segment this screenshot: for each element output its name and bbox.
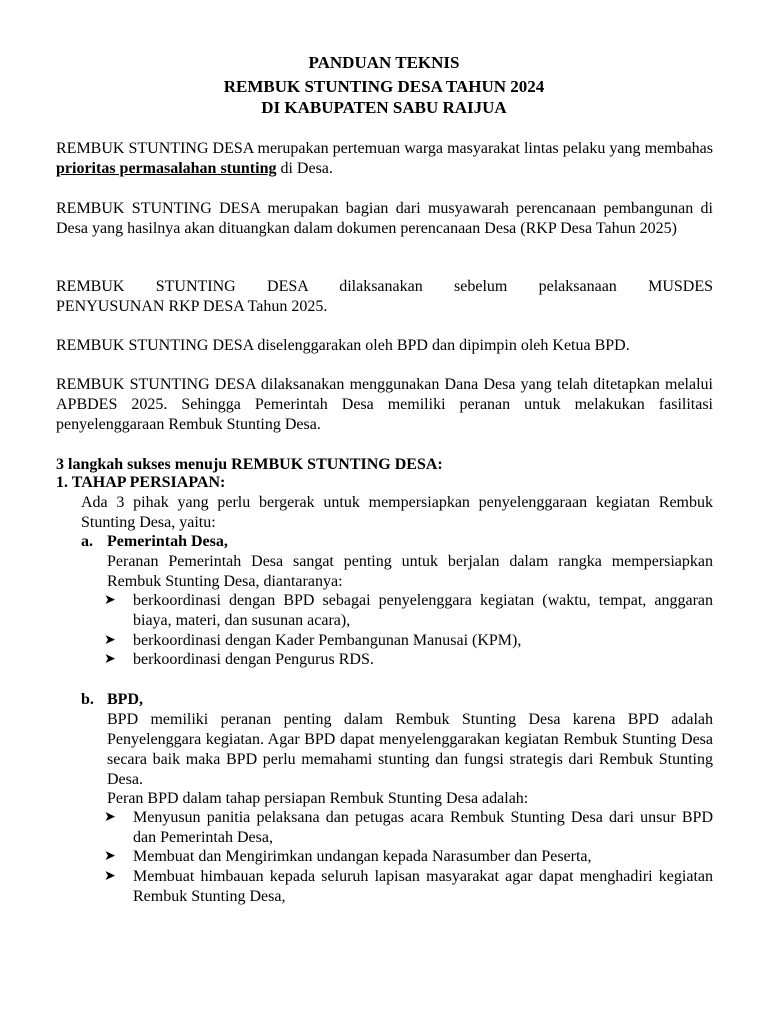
item-a-bullet-3: berkoordinasi dengan Pengurus RDS. [133, 651, 374, 668]
item-b-text-2: Peran BPD dalam tahap persiapan Rembuk Stunting Desa adalah: [107, 790, 529, 807]
intro-paragraph-2: REMBUK STUNTING DESA merupakan bagian dari musyawarah perencanaan pembangunan di Desa yang hasilnya akan dituangkan dalam dokumen perencanaan Desa (RKP Desa Tahun 2025) [56, 200, 713, 237]
doc-title-line-1: PANDUAN TEKNIS [308, 53, 460, 72]
arrow-bullet-icon: ➤ [104, 633, 116, 648]
item-b-bullet-1: Menyusun panitia pelaksana dan petugas acara Rembuk Stunting Desa dari unsur BPD dan Pemerintah Desa, [133, 809, 713, 846]
intro-paragraph-5: REMBUK STUNTING DESA dilaksanakan menggunakan Dana Desa yang telah ditetapkan melalui APBDES 2025. Sehingga Pemerintah Desa memiliki peranan untuk melakukan fasilitasi penyelenggaraan Rembuk Stunting Desa. [56, 376, 713, 433]
step-1-text: Ada 3 pihak yang perlu bergerak untuk mempersiapkan penyelenggaraan kegiatan Rembuk Stunting Desa, yaitu: [81, 494, 713, 531]
doc-title-line-2: REMBUK STUNTING DESA TAHUN 2024 [223, 77, 545, 96]
item-b-marker: b. [81, 691, 94, 708]
arrow-bullet-icon: ➤ [104, 652, 116, 667]
arrow-bullet-icon: ➤ [104, 810, 116, 825]
step-1-title: 1. TAHAP PERSIAPAN: [56, 474, 226, 491]
item-a-bullet-2: berkoordinasi dengan Kader Pembangunan Manusai (KPM), [133, 632, 522, 649]
arrow-bullet-icon: ➤ [104, 869, 116, 884]
item-b-bullet-2: Membuat dan Mengirimkan undangan kepada Narasumber dan Peserta, [133, 848, 592, 865]
intro-paragraph-4: REMBUK STUNTING DESA diselenggarakan oleh BPD dan dipimpin oleh Ketua BPD. [56, 337, 630, 354]
steps-heading: 3 langkah sukses menuju REMBUK STUNTING DESA: [56, 456, 443, 473]
item-a-bullet-1: berkoordinasi dengan BPD sebagai penyelenggara kegiatan (waktu, tempat, anggaran biaya, materi, dan susunan acara), [133, 592, 713, 629]
arrow-bullet-icon: ➤ [104, 849, 116, 864]
intro-p1-emphasis: prioritas permasalahan stunting [56, 160, 277, 177]
intro-paragraph-3-line-2: PENYUSUNAN RKP DESA Tahun 2025. [56, 298, 328, 315]
item-b-bullet-3: Membuat himbauan kepada seluruh lapisan masyarakat agar dapat menghadiri kegiatan Rembuk Stunting Desa, [133, 868, 713, 905]
item-a-title: Pemerintah Desa, [107, 533, 228, 550]
intro-p1-end: di Desa. [276, 160, 333, 177]
doc-title-line-3: DI KABUPATEN SABU RAIJUA [261, 98, 507, 117]
intro-paragraph-1 [56, 139, 713, 179]
item-a-marker: a. [81, 533, 93, 550]
item-b-text: BPD memiliki peranan penting dalam Rembuk Stunting Desa karena BPD adalah Penyelenggara kegiatan. Agar BPD dapat menyelenggarakan kegiatan Rembuk Stunting Desa secara baik maka BPD perlu memahami stunting dan fungsi strategis dari Rembuk Stunting Desa. [107, 711, 713, 788]
item-a-text: Peranan Pemerintah Desa sangat penting untuk berjalan dalam rangka mempersiapkan Rembuk Stunting Desa, diantaranya: [107, 553, 713, 590]
intro-p1-text: REMBUK STUNTING DESA merupakan pertemuan warga masyarakat lintas pelaku yang membahas [56, 140, 713, 157]
item-b-title: BPD, [107, 691, 143, 708]
arrow-bullet-icon: ➤ [104, 593, 116, 608]
intro-paragraph-3-line-1: REMBUK STUNTING DESA dilaksanakan sebelum pelaksanaan MUSDES [56, 278, 713, 295]
